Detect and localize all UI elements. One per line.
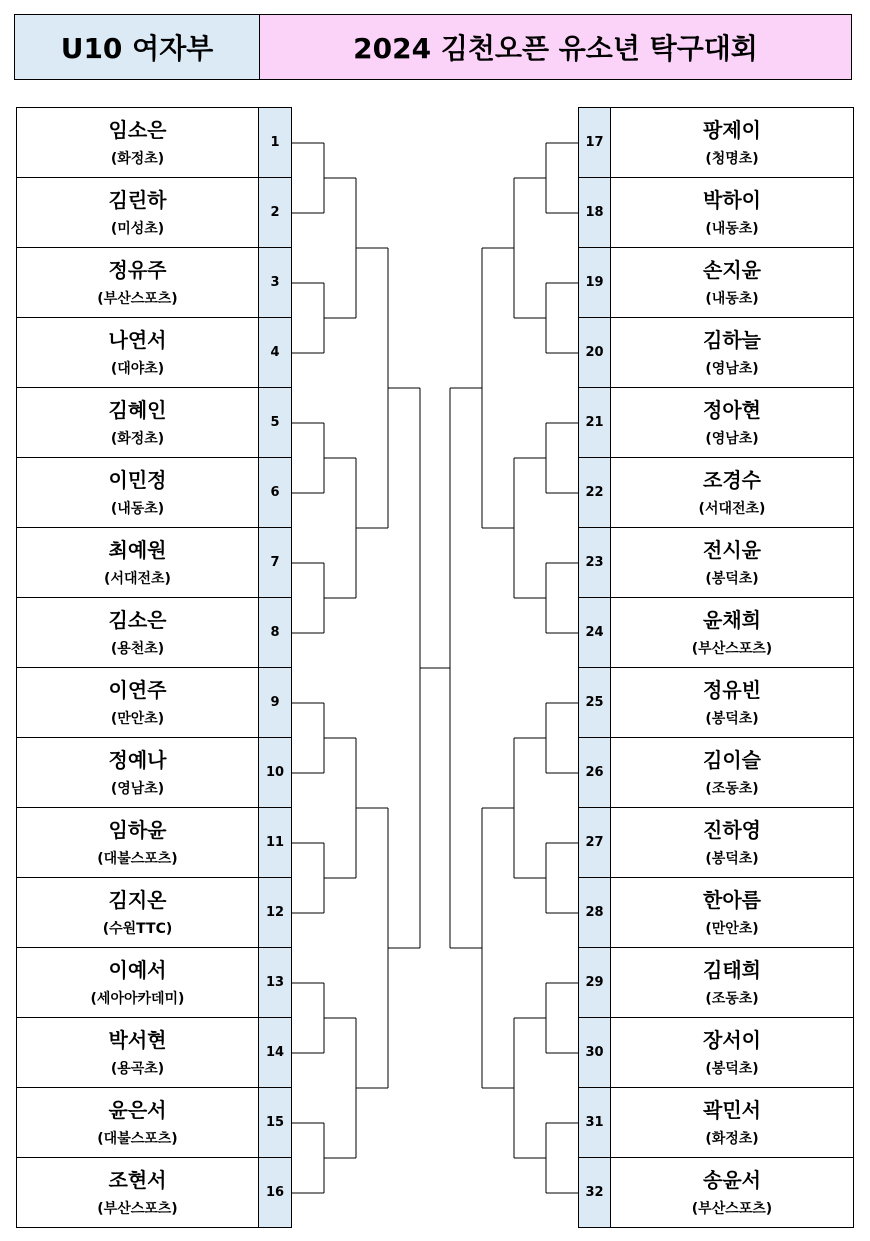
player-school: (내동초): [705, 290, 759, 307]
seed-number: 14: [258, 1017, 292, 1088]
player-school: (부산스포츠): [97, 1200, 178, 1217]
seed-number: 32: [578, 1157, 611, 1228]
player-name: 이예서: [108, 957, 167, 982]
player-name: 김지온: [108, 887, 167, 912]
seed-number: 16: [258, 1157, 292, 1228]
player-name: 나연서: [108, 327, 167, 352]
seed-number: 11: [258, 807, 292, 878]
seed-number: 27: [578, 807, 611, 878]
player-school: (용천초): [110, 640, 165, 657]
player-name: 곽민서: [703, 1097, 761, 1122]
player-school: (대불스포츠): [97, 850, 178, 867]
seed-number: 15: [258, 1087, 292, 1158]
player-school: (부산스포츠): [97, 290, 178, 307]
player-name: 박하이: [703, 187, 761, 212]
player-name: 이연주: [108, 677, 167, 702]
player-name: 정유빈: [703, 677, 761, 702]
player-name: 이민정: [108, 467, 167, 492]
seed-number: 19: [578, 247, 611, 318]
player-name: 팡제이: [703, 117, 761, 142]
seed-number: 10: [258, 737, 292, 808]
player-name: 임하윤: [108, 817, 167, 842]
player-name: 진하영: [703, 817, 761, 842]
player-school: (화정초): [110, 430, 165, 447]
player-name: 조경수: [703, 467, 761, 492]
seed-number: 29: [578, 947, 611, 1018]
player-school: (조동초): [705, 780, 759, 797]
player-school: (봉덕초): [705, 850, 759, 867]
seed-number: 13: [258, 947, 292, 1018]
event-title: 2024 김천오픈 유소년 탁구대회: [260, 15, 851, 79]
player-name: 김태희: [703, 957, 761, 982]
player-name: 윤채희: [703, 607, 761, 632]
player-school: (봉덕초): [705, 1060, 759, 1077]
player-school: (부산스포츠): [691, 640, 773, 657]
seed-number: 7: [258, 527, 292, 598]
player-school: (화정초): [705, 1130, 759, 1147]
player-name: 한아름: [703, 887, 761, 912]
seed-number: 24: [578, 597, 611, 668]
player-school: (조동초): [705, 990, 759, 1007]
player-name: 정아현: [703, 397, 761, 422]
player-name: 송윤서: [703, 1167, 761, 1192]
player-school: (영남초): [705, 430, 759, 447]
seed-number: 12: [258, 877, 292, 948]
player-school: (서대전초): [104, 570, 171, 587]
player-school: (청명초): [705, 150, 759, 167]
seed-number: 8: [258, 597, 292, 668]
player-name: 김이슬: [703, 747, 761, 772]
seed-number: 20: [578, 317, 611, 388]
player-school: (부산스포츠): [691, 1200, 773, 1217]
seed-number: 30: [578, 1017, 611, 1088]
division-title: U10 여자부: [15, 15, 260, 79]
player-school: (대야초): [110, 360, 165, 377]
player-name: 김소은: [108, 607, 167, 632]
player-name: 윤은서: [108, 1097, 167, 1122]
player-name: 정유주: [108, 257, 167, 282]
seed-number: 9: [258, 667, 292, 738]
player-school: (세아아카데미): [90, 990, 185, 1007]
player-name: 최예원: [108, 537, 167, 562]
player-name: 손지윤: [703, 257, 761, 282]
seed-number: 1: [258, 107, 292, 178]
player-school: (영남초): [705, 360, 759, 377]
player-name: 장서이: [703, 1027, 761, 1052]
player-school: (봉덕초): [705, 570, 759, 587]
player-name: 박서현: [108, 1027, 167, 1052]
player-school: (봉덕초): [705, 710, 759, 727]
seed-number: 4: [258, 317, 292, 388]
seed-number: 25: [578, 667, 611, 738]
player-name: 김하늘: [703, 327, 761, 352]
seed-number: 18: [578, 177, 611, 248]
seed-number: 23: [578, 527, 611, 598]
player-name: 정예나: [108, 747, 167, 772]
seed-number: 6: [258, 457, 292, 528]
player-school: (영남초): [110, 780, 165, 797]
seed-number: 21: [578, 387, 611, 458]
player-school: (내동초): [110, 500, 165, 517]
seed-number: 28: [578, 877, 611, 948]
seed-number: 22: [578, 457, 611, 528]
seed-number: 26: [578, 737, 611, 808]
seed-number: 31: [578, 1087, 611, 1158]
player-name: 임소은: [108, 117, 167, 142]
seed-number: 2: [258, 177, 292, 248]
player-school: (미성초): [110, 220, 165, 237]
seed-number: 5: [258, 387, 292, 458]
player-name: 김린하: [108, 187, 167, 212]
player-school: (내동초): [705, 220, 759, 237]
player-school: (만안초): [110, 710, 165, 727]
player-school: (수원TTC): [102, 920, 173, 937]
player-name: 전시윤: [703, 537, 761, 562]
player-school: (용곡초): [110, 1060, 165, 1077]
seed-number: 17: [578, 107, 611, 178]
player-school: (서대전초): [698, 500, 766, 517]
player-school: (대불스포츠): [97, 1130, 178, 1147]
player-school: (만안초): [705, 920, 759, 937]
seed-number: 3: [258, 247, 292, 318]
player-name: 조현서: [108, 1167, 167, 1192]
player-school: (화정초): [110, 150, 165, 167]
player-name: 김혜인: [108, 397, 167, 422]
